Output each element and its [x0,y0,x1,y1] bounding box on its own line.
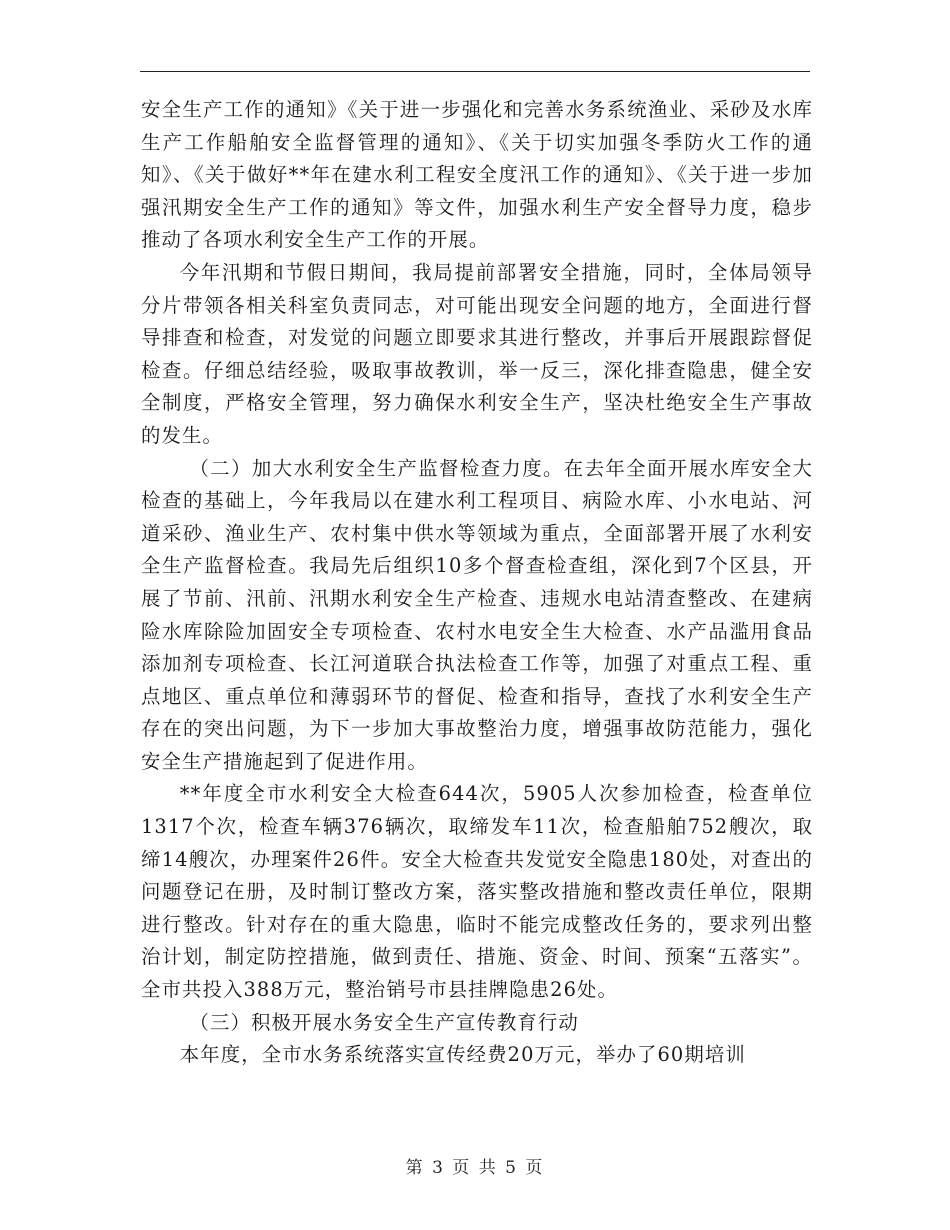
paragraph-flood-season: 今年汛期和节假日期间，我局提前部署安全措施，同时，全体局领导分片带领各相关科室负责同志，对可能出现安全问题的地方，全面进行督导排查和检查，对发觉的问题立即要求其进行整改，并事后开展跟踪督促检查。仔细总结经验，吸取事故教训，举一反三，深化排查隐患，健全安全制度，严格安全管理，努力确保水利安全生产，坚决杜绝安全生产事故的发生。 [141,260,813,447]
paragraph-notices: 安全生产工作的通知》《关于进一步强化和完善水务系统渔业、采砂及水库生产工作船舶安全监督管理的通知》、《关于切实加强冬季防火工作的通知》、《关于做好**年在建水利工程安全度汛工作的通知》、《关于进一步加强汛期安全生产工作的通知》等文件，加强水利生产安全督导力度，稳步推动了各项水利安全生产工作的开展。 [141,98,813,252]
paragraph-supervision: （二）加大水利安全生产监督检查力度。在去年全面开展水库安全大检查的基础上，今年我局以在建水利工程项目、病险水库、小水电站、河道采砂、渔业生产、农村集中供水等领域为重点，全面部署开展了水利安全生产监督检查。我局先后组织10多个督查检查组，深化到7个区县，开展了节前、汛前、汛期水利安全生产检查、违规水电站清查整改、在建病险水库除险加固安全专项检查、农村水电安全生大检查、水产品滥用食品添加剂专项检查、长江河道联合执法检查工作等，加强了对重点工程、重点地区、重点单位和薄弱环节的督促、检查和指导，查找了水利安全生产存在的突出问题，为下一步加大事故整治力度，增强事故防范能力，强化安全生产措施起到了促进作用。 [141,456,813,773]
page-footer [0,1153,950,1178]
document-body [141,94,813,1072]
paragraph-training: 本年度，全市水务系统落实宣传经费20万元，举办了60期培训 [179,1043,746,1067]
header-rule [140,71,810,72]
paragraph-statistics: **年度全市水利安全大检查644次，5905人次参加检查，检查单位1317个次，检查车辆376辆次，取缔发车11次，检查船舶752艘次，取缔14艘次，办理案件26件。安全大检查共发觉安全隐患180处，对查出的问题登记在册，及时制订整改方案，落实整改措施和整改责任单位，限期进行整改。针对存在的重大隐患，临时不能完成整改任务的，要求列出整治计划，制定防控措施，做到责任、措施、资金、时间、预案“五落实”。全市共投入388万元，整治销号市县挂牌隐患26处。 [141,782,813,1002]
page-number-label: 第 3 页 共 5 页 [405,1158,545,1178]
section-heading-publicity: （三）积极开展水务安全生产宣传教育行动 [189,1010,579,1034]
